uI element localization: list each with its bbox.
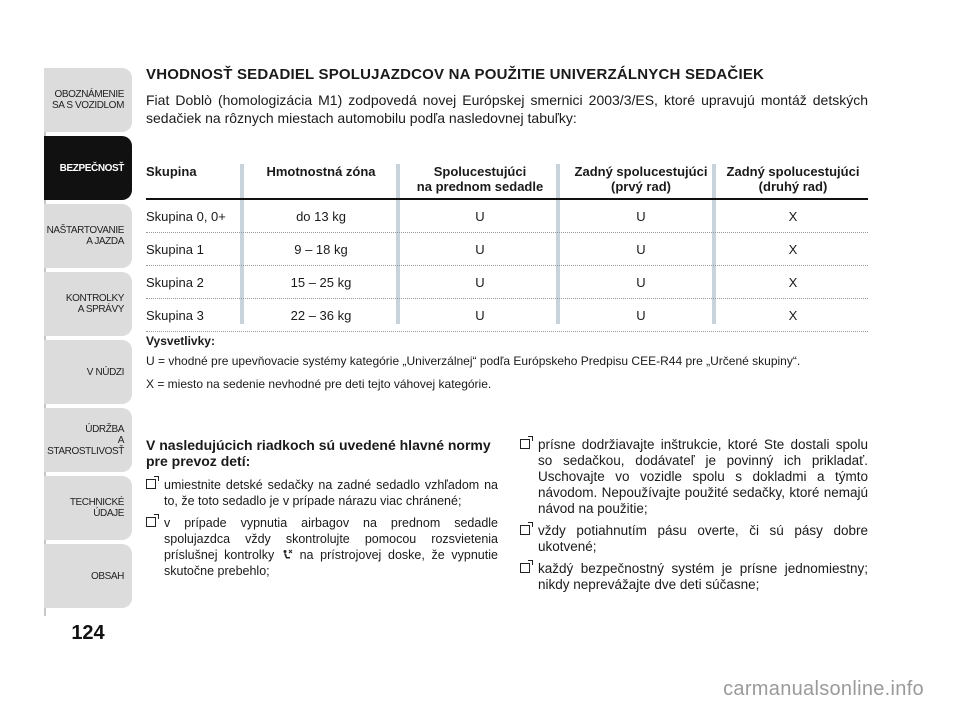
cell-front: U [475,307,485,323]
section-heading: V nasledujúcich riadkoch sú uvedené hlavné normy pre prevoz detí: [146,437,491,469]
list-item [146,515,498,579]
cell-rear2: X [788,208,798,224]
intro-paragraph: Fiat Doblò (homologizácia M1) zodpovedá novej Európskej smernici 2003/3/ES, ktoré upravujú montáž detských sedačiek na rôznych miestach automobilu podľa nasledovnej tabuľky: [146,92,868,126]
cell-weight: do 13 kg [296,208,346,224]
table-header-row [146,160,868,200]
tab-v-nudzi[interactable]: V NÚDZI [44,340,132,404]
list-item [520,437,868,517]
cell-rear2: X [788,307,798,323]
list-item [146,477,498,509]
cell-front: U [475,208,485,224]
table-row [146,200,868,233]
legend [146,334,868,400]
tab-bezpecnost[interactable]: BEZPEČNOSŤ [44,136,132,200]
left-column [146,437,498,585]
table-row [146,233,868,266]
list-item-text: každý bezpečnostný systém je prísne jednomiestny; nikdy neprevážajte dve deti súčasne; [538,561,868,592]
header-hmotnostna-zona: Hmotnostná zóna [266,164,376,179]
cell-rear1: U [636,307,646,323]
tab-oboznamenie[interactable]: OBOZNÁMENIE SA S VOZIDLOM [44,68,132,132]
cell-rear1: U [636,241,646,257]
page-number: 124 [71,622,105,644]
checkbox-bullet-icon [520,525,530,535]
cell-group: Skupina 2 [146,274,204,290]
tab-nastartovanie[interactable]: NAŠTARTOVANIE A JAZDA [44,204,132,268]
legend-item-u: U = vhodné pre upevňovacie systémy kategórie „Univerzálnej“ podľa Európskeho Predpisu CEE-R44 pre „Určené skupiny“. [146,354,801,368]
airbag-off-icon [281,549,293,561]
page-title: VHODNOSŤ SEDADIEL SPOLUJAZDCOV NA POUŽITIE UNIVERZÁLNYCH SEDAČIEK [146,66,765,83]
header-rear-first-row: Zadný spolucestujúci (prvý rad) [574,164,708,194]
cell-weight: 9 – 18 kg [294,241,348,257]
header-rear-second-row: Zadný spolucestujúci (druhý rad) [726,164,860,194]
cell-rear2: X [788,274,798,290]
tab-obsah[interactable]: OBSAH [44,544,132,608]
list-item-text: na prístrojovej doske, že vypnutie skutočne prebehlo; [164,548,498,578]
cell-weight: 22 – 36 kg [290,307,352,323]
cell-front: U [475,241,485,257]
header-skupina: Skupina [146,164,197,179]
list-item [520,523,868,555]
list-item-text: umiestnite detské sedačky na zadné sedadlo vzhľadom na to, že toto sedadlo je v prípade nárazu viac chránené; [164,478,498,508]
tab-udrzba[interactable]: ÚDRŽBA A STAROSTLIVOSŤ [44,408,132,472]
header-front-passenger: Spolucestujúci na prednom sedadle [416,164,544,194]
watermark: carmanualsonline.info [723,678,924,700]
checkbox-bullet-icon [520,563,530,573]
list-item-text: v prípade vypnutia airbagov na prednom sedadle spolujazdca vždy skontrolujte pomocou rozsvietenia príslušnej kontrolky [164,516,498,562]
cell-front: U [475,274,485,290]
checkbox-bullet-icon [146,517,156,527]
checkbox-bullet-icon [520,439,530,449]
list-item [520,561,868,593]
cell-rear1: U [636,208,646,224]
table-row [146,266,868,299]
cell-rear1: U [636,274,646,290]
right-column [520,437,868,599]
list-item-text: vždy potiahnutím pásu overte, či sú pásy dobre ukotvené; [538,523,868,554]
checkbox-bullet-icon [146,479,156,489]
child-seat-table [146,160,868,332]
cell-group: Skupina 1 [146,241,204,257]
list-item-text: prísne dodržiavajte inštrukcie, ktoré Ste dostali spolu so sedačkou, dodávateľ je povinný ich prikladať. Uschovajte vo vozidle spolu s dokladmi a týmto návodom. Nepoužívajte použité sedačky, ktoré nemajú návod na použitie; [538,437,868,516]
cell-group: Skupina 3 [146,307,204,323]
cell-group: Skupina 0, 0+ [146,208,226,224]
main-content [146,62,868,127]
table-row [146,299,868,332]
cell-rear2: X [788,241,798,257]
tab-technicke-udaje[interactable]: TECHNICKÉ ÚDAJE [44,476,132,540]
tab-kontrolky[interactable]: KONTROLKY A SPRÁVY [44,272,132,336]
legend-heading: Vysvetlivky: [146,334,215,348]
cell-weight: 15 – 25 kg [290,274,352,290]
legend-item-x: X = miesto na sedenie nevhodné pre deti tejto váhovej kategórie. [146,377,492,391]
